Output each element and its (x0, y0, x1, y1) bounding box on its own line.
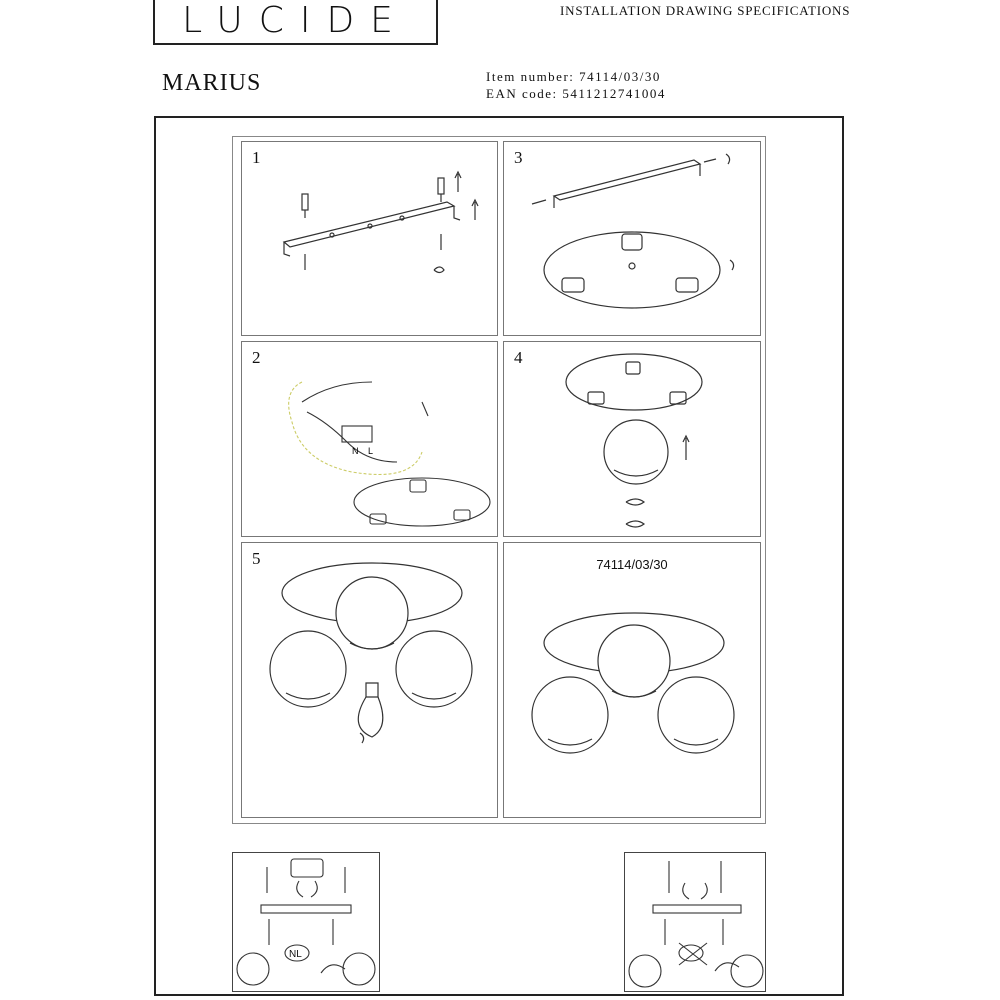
lucide-logo: LUCIDE (153, 0, 438, 45)
step-number: 4 (514, 348, 523, 367)
step-number: 2 (252, 348, 261, 367)
wiring-right-illustration (625, 853, 767, 993)
step-panel-5 (241, 542, 498, 818)
wire-label-l: L (368, 446, 374, 456)
step-panel-1 (241, 141, 498, 336)
spec-title: INSTALLATION DRAWING SPECIFICATIONS (560, 3, 851, 18)
step-panel-2 (241, 341, 498, 537)
item-number: Item number: 74114/03/30 (486, 69, 661, 84)
wiring-diagram-right (624, 852, 766, 992)
ean-code: EAN code: 5411212741004 (486, 86, 666, 101)
nl-badge: NL (289, 949, 302, 960)
step-number: 3 (514, 148, 523, 167)
wiring-diagram-left (232, 852, 380, 992)
product-meta (486, 68, 666, 102)
wire-label-n: N (352, 446, 359, 456)
product-name: MARIUS (162, 70, 262, 96)
instruction-grid (232, 136, 766, 824)
bulb-insert-illustration (242, 543, 499, 819)
globe-attach-illustration (504, 342, 762, 538)
wiring-left-illustration (233, 853, 381, 993)
final-item-label: 74114/03/30 (596, 557, 668, 572)
mounting-bar-illustration (242, 142, 499, 337)
final-assembly-panel (503, 542, 761, 818)
step-number: 1 (252, 148, 261, 167)
step-panel-4 (503, 341, 761, 537)
canopy-mount-illustration (504, 142, 762, 337)
step-number: 5 (252, 549, 261, 568)
step-panel-3 (503, 141, 761, 336)
final-assembly-illustration (504, 543, 762, 819)
wiring-illustration (242, 342, 499, 538)
